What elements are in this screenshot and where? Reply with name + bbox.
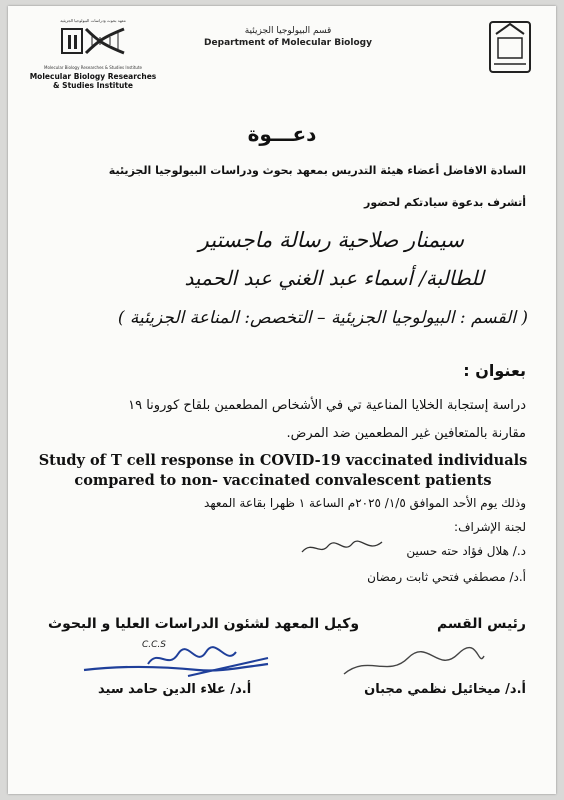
institute-arabic-label: معهد بحوث ودراسات البيولوجيا الجزيئية (60, 18, 126, 23)
invitation-page (8, 6, 556, 794)
study-title-english-2: compared to non- vaccinated convalescent patients (74, 472, 492, 489)
addressee-line: السادة الافاضل أعضاء هيئة التدريس بمعهد بحوث ودراسات البيولوجيا الجزيئية (108, 164, 526, 177)
department-header (188, 26, 388, 48)
study-title-arabic-1: دراسة إستجابة الخلايا المناعية تي في الأشخاص المطعمين بلقاح كورونا ١٩ (128, 398, 526, 413)
honor-line: أتشرف بدعوة سيادتكم لحضور (364, 196, 526, 209)
department-arabic: قسم البيولوجيا الجزيئية (244, 26, 332, 36)
head-of-department-name: أ.د/ ميخائيل نظمي مجبان (364, 682, 526, 697)
vice-dean-sign-note: C.C.S (142, 640, 167, 650)
head-signature (338, 644, 488, 684)
study-title-arabic-2: مقارنة بالمتعافين غير المطعمين ضد المرض. (286, 426, 526, 441)
seminar-title: سيمنار صلاحية رسالة ماجستير (198, 228, 464, 252)
seminar-date: وذلك يوم الأحد الموافق ١/٥/ ٢٠٢٥م الساعة ١ ظهرا بقاعة المعهد (204, 496, 526, 510)
dna-logo-icon (28, 23, 158, 65)
institute-small-english: Molecular Biology Researches & Studies Institute (44, 65, 142, 70)
supervisor-2: أ.د/ مصطفي فتحي ثابت رمضان (367, 570, 526, 584)
vice-dean-signature (78, 640, 278, 684)
study-title-english-1: Study of T cell response in COVID-19 vaccinated individuals (38, 452, 528, 469)
titled-label: بعنوان : (463, 361, 526, 380)
supervisor-1: د./ هلال فؤاد حته حسين (406, 544, 526, 558)
department-specialization: ( القسم : البيولوجيا الجزيئية – التخصص: المناعة الجزيئية ) (117, 308, 528, 328)
student-name: للطالبة/ أسماء عبد الغني عبد الحميد (184, 266, 484, 290)
university-seal (486, 16, 534, 76)
head-of-department-role: رئيس القسم (436, 616, 526, 632)
invitation-title: دعـــوة (247, 122, 317, 146)
vice-dean-name: أ.د/ علاء الدين حامد سيد (98, 682, 252, 697)
department-english: Department of Molecular Biology (204, 38, 372, 48)
institute-name: Molecular Biology Researches & Studies Institute (29, 72, 157, 90)
vice-dean-role: وكيل المعهد لشئون الدراسات العليا و البحوث (48, 616, 360, 632)
institute-logo-block (28, 18, 158, 90)
supervision-heading: لجنة الإشراف: (454, 520, 526, 534)
university-seal-icon (486, 16, 534, 76)
supervisor-1-signature (298, 536, 388, 560)
